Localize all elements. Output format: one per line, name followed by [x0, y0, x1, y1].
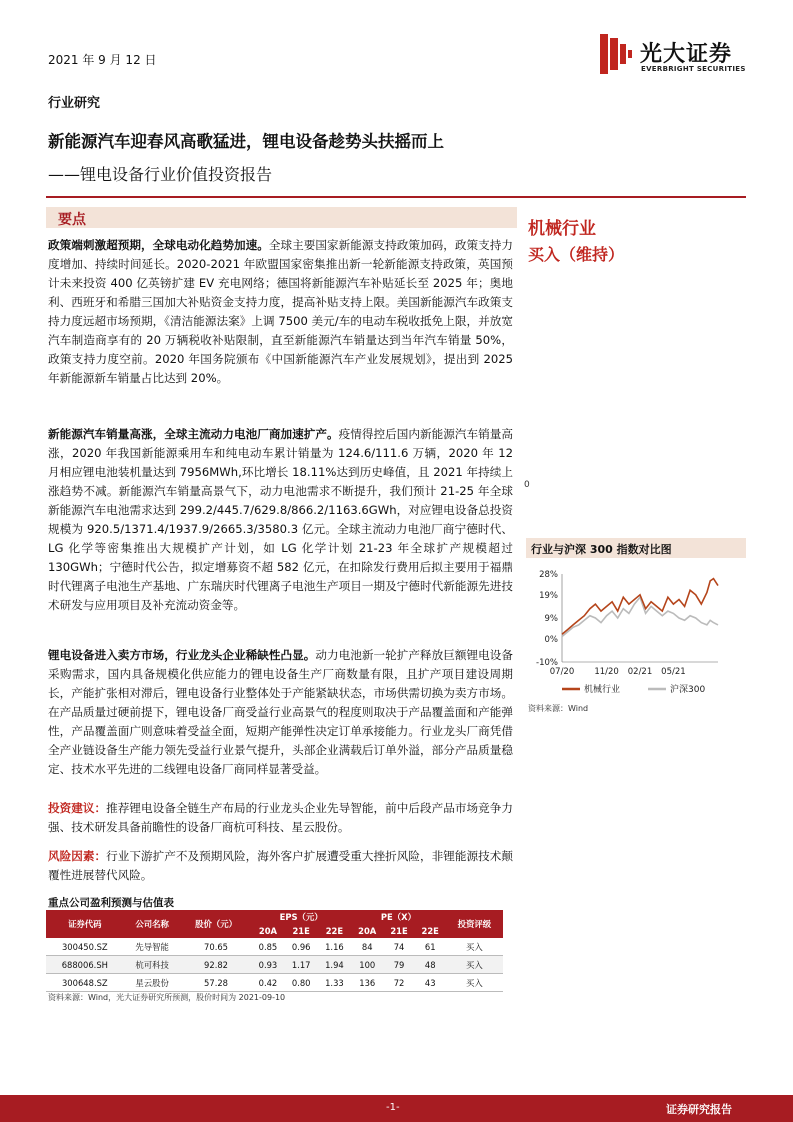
y-tick-label: 19% [539, 590, 558, 601]
cell-code: 688006.SH [46, 956, 124, 974]
investment-suggestion [48, 799, 513, 837]
cell-eps: 0.96 [285, 938, 318, 956]
cell-pe: 136 [351, 974, 383, 992]
table-source: 资料来源：Wind，光大证券研究所预测，股价时间为 2021-09-10 [48, 993, 286, 1002]
header-rating: 投资评级 [446, 910, 503, 938]
legend-label: 机械行业 [584, 685, 621, 695]
risk-factors [48, 847, 513, 885]
logo-text-en: EVERBRIGHT SECURITIES [641, 65, 746, 73]
y-tick-label: 0% [544, 634, 558, 645]
header-year: 21E [285, 924, 318, 938]
keypoints-label: 要点 [58, 212, 86, 228]
x-tick-label: 07/20 [549, 667, 575, 677]
title-divider [46, 196, 746, 198]
cell-name: 杭可科技 [124, 956, 181, 974]
report-category: 行业研究 [48, 96, 101, 111]
x-tick-label: 05/21 [661, 667, 686, 677]
header-price: 股价（元） [181, 910, 252, 938]
cell-eps: 0.93 [251, 956, 284, 974]
cell-rating: 买入 [446, 974, 503, 992]
y-tick-label: 28% [539, 570, 558, 580]
cell-pe: 79 [383, 956, 414, 974]
footer-report-type: 证券研究报告 [666, 1103, 732, 1116]
table-row [46, 956, 503, 974]
cell-rating: 买入 [446, 938, 503, 956]
keypoint-paragraph-policy [48, 236, 513, 388]
page-number: -1- [386, 1102, 400, 1113]
header-year: 22E [318, 924, 351, 938]
cell-eps: 1.16 [318, 938, 351, 956]
company-logo [600, 34, 750, 80]
chart-source: 资料来源：Wind [528, 704, 589, 713]
report-date: 2021 年 9 月 12 日 [48, 53, 157, 67]
series-line-hs300 [562, 597, 718, 636]
report-title: 新能源汽车迎春风高歌猛进，锂电设备趁势头扶摇而上 [48, 132, 444, 151]
header-code: 证券代码 [46, 910, 124, 938]
cell-code: 300450.SZ [46, 938, 124, 956]
x-tick-label: 02/21 [627, 667, 653, 677]
cell-pe: 100 [351, 956, 383, 974]
suggestion-lead: 投资建议： [48, 801, 107, 815]
table-row [46, 974, 503, 992]
cell-eps: 1.94 [318, 956, 351, 974]
header-year: 22E [415, 924, 446, 938]
table-title: 重点公司盈利预测与估值表 [48, 897, 174, 909]
cell-price: 57.28 [181, 974, 252, 992]
cell-eps: 1.33 [318, 974, 351, 992]
report-subtitle: ——锂电设备行业价值投资报告 [48, 165, 273, 184]
everbright-logo-icon [600, 34, 634, 74]
risk-lead: 风险因素： [48, 849, 107, 863]
keypoint-paragraph-sales [48, 425, 513, 615]
paragraph-text: 动力电池新一轮扩产释放巨额锂电设备采购需求，国内具备规模化供应能力的锂电设备生产厂商数量有限，且扩产项目建设周期长，产能扩张相对滞后，锂电设备行业整体处于产能紧缺状态，市场供需切换为卖方市场。在产品质量过硬前提下，锂电设备厂商受益行业高景气的程度则取决于产品覆盖面和产能弹性，产品覆盖面广则意味着受益全面，短期产能弹性决定订单承接能力。行业龙头厂商凭借全产业链设备生产能力领先受益行业景气提升，头部企业满载后订单外溢，部分产品质量稳定、技术水平先进的二线锂电设备厂商同样显著受益。 [48, 648, 513, 776]
header-name: 公司名称 [124, 910, 181, 938]
keypoint-paragraph-market [48, 646, 513, 779]
cell-code: 300648.SZ [46, 974, 124, 992]
keypoints-header-bar [46, 207, 517, 228]
cell-eps: 1.17 [285, 956, 318, 974]
header-eps: EPS（元） [251, 910, 351, 924]
cell-eps: 0.42 [251, 974, 284, 992]
risk-text: 行业下游扩产不及预期风险，海外客户扩展遭受重大挫折风险，非锂能源技术颠覆性进展替代风险。 [48, 849, 513, 882]
header-year: 20A [351, 924, 383, 938]
paragraph-text: 全球主要国家新能源支持政策加码，政策支持力度增加、持续时间延长。2020-2021 年欧盟国家密集推出新一轮新能源支持政策，英国预计未来投资 400 亿英镑扩建 EV 充电网络；德国将新能源汽车补贴延长至 2025 年；奥地利、西班牙和希腊三国加大补贴资金支持力度，提高补贴支持上限。美国新能源汽车政策支持力度远超市场预期，《清洁能源法案》上调 7500 美元/车的电动车税收抵免上限，并放宽汽车制造商享有的 20 万辆税收补贴限制，直至新能源汽车销量达到当年汽车销量 50%，政策支持力度空前。2020 年国务院颁布《中国新能源汽车产业发展规划》，提出到 2025 年新能源新车销量占比达到 20%。 [48, 238, 513, 385]
header-pe: PE（X） [351, 910, 446, 924]
chart-title: 行业与沪深 300 指数对比图 [531, 543, 672, 556]
cell-pe: 48 [415, 956, 446, 974]
header-year: 21E [383, 924, 414, 938]
investment-rating: 买入（维持） [528, 245, 625, 264]
header-year: 20A [251, 924, 284, 938]
cell-eps: 0.80 [285, 974, 318, 992]
y-tick-label: 9% [544, 614, 558, 624]
cell-pe: 84 [351, 938, 383, 956]
paragraph-lead: 政策端刺激超预期，全球电动化趋势加速。 [48, 238, 269, 252]
x-tick-label: 11/20 [594, 667, 619, 677]
cell-pe: 43 [415, 974, 446, 992]
cell-pe: 74 [383, 938, 414, 956]
cell-name: 星云股份 [124, 974, 181, 992]
cell-eps: 0.85 [251, 938, 284, 956]
suggestion-text: 推荐锂电设备全链生产布局的行业龙头企业先导智能，前中后段产品市场竞争力强、技术研发具备前瞻性的设备厂商杭可科技、星云股份。 [48, 801, 513, 834]
industry-name: 机械行业 [528, 219, 596, 239]
earnings-forecast-table [46, 910, 503, 992]
stray-zero-label: 0 [524, 480, 530, 490]
cell-price: 70.65 [181, 938, 252, 956]
series-line-industry [562, 579, 718, 635]
paragraph-lead: 新能源汽车销量高涨，全球主流动力电池厂商加速扩产。 [48, 427, 339, 441]
cell-pe: 72 [383, 974, 414, 992]
logo-text-cn: 光大证券 [640, 42, 733, 67]
table-header-row [46, 910, 503, 924]
industry-vs-hs300-chart [526, 562, 746, 702]
legend-label: 沪深300 [670, 685, 706, 695]
cell-rating: 买入 [446, 956, 503, 974]
paragraph-text: 疫情得控后国内新能源汽车销量高涨，2020 年我国新能源乘用车和纯电动车累计销量为 124.6/111.6 万辆，2020 年 12 月相应锂电池装机量达到 7956MWh,环比增长 18.11%达到历史峰值，且 2021 年持续上涨趋势不减。新能源汽车销量高景气下，动力电池需求不断提升，我们预计 21-25 年全球新能源汽车电池需求达到 299.2/445.7/629.8/866.2/1163.6GWh，对应锂电设备总投资规模为 920.5/1371.4/1937.9/2665.3/3580.3 亿元。全球主流动力电池厂商宁德时代、LG 化学等密集推出大规模扩产计划，如 LG 化学计划 21-23 年全球扩产规模超过 130GWh；宁德时代公告，拟定增募资不超 582 亿元，在扣除发行费用后拟主要用于福鼎时代锂离子电池生产基地、广东瑞庆时代锂离子电池生产项目一期及宁德时代新能源先进技术研发与应用项目及补充流动资金等。 [48, 427, 513, 612]
table-row [46, 938, 503, 956]
paragraph-lead: 锂电设备进入卖方市场，行业龙头企业稀缺性凸显。 [48, 648, 316, 662]
cell-name: 先导智能 [124, 938, 181, 956]
cell-pe: 61 [415, 938, 446, 956]
cell-price: 92.82 [181, 956, 252, 974]
y-tick-label: -10% [536, 658, 558, 668]
